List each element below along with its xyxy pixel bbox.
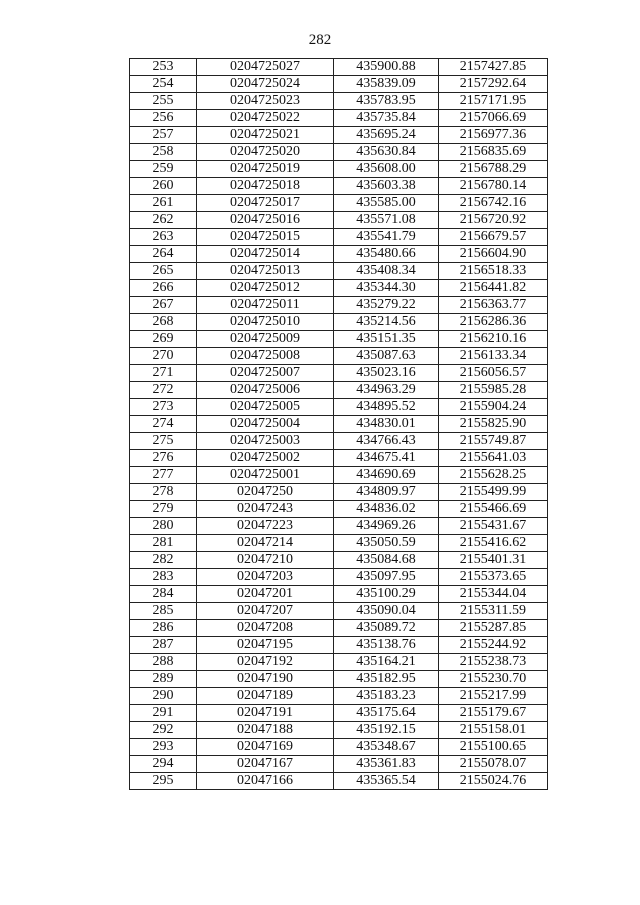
point-id-cell: 02047192 <box>197 654 334 671</box>
y-coordinate-cell: 2155287.85 <box>439 620 548 637</box>
y-coordinate-cell: 2155230.70 <box>439 671 548 688</box>
point-id-cell: 0204725017 <box>197 195 334 212</box>
table-row <box>130 314 548 331</box>
y-coordinate-cell: 2155217.99 <box>439 688 548 705</box>
point-id-cell: 0204725024 <box>197 76 334 93</box>
table-row <box>130 484 548 501</box>
y-coordinate-cell: 2156286.36 <box>439 314 548 331</box>
table-row <box>130 467 548 484</box>
row-number-cell: 281 <box>130 535 197 552</box>
point-id-cell: 0204725020 <box>197 144 334 161</box>
point-id-cell: 02047207 <box>197 603 334 620</box>
table-row <box>130 620 548 637</box>
x-coordinate-cell: 435344.30 <box>334 280 439 297</box>
row-number-cell: 268 <box>130 314 197 331</box>
point-id-cell: 02047203 <box>197 569 334 586</box>
y-coordinate-cell: 2155628.25 <box>439 467 548 484</box>
x-coordinate-cell: 435630.84 <box>334 144 439 161</box>
table-row <box>130 705 548 722</box>
x-coordinate-cell: 435695.24 <box>334 127 439 144</box>
point-id-cell: 0204725014 <box>197 246 334 263</box>
y-coordinate-cell: 2155024.76 <box>439 773 548 790</box>
table-row <box>130 603 548 620</box>
y-coordinate-cell: 2155179.67 <box>439 705 548 722</box>
point-id-cell: 0204725022 <box>197 110 334 127</box>
row-number-cell: 285 <box>130 603 197 620</box>
y-coordinate-cell: 2155238.73 <box>439 654 548 671</box>
table-row <box>130 76 548 93</box>
row-number-cell: 267 <box>130 297 197 314</box>
point-id-cell: 0204725002 <box>197 450 334 467</box>
row-number-cell: 259 <box>130 161 197 178</box>
row-number-cell: 254 <box>130 76 197 93</box>
row-number-cell: 253 <box>130 59 197 76</box>
y-coordinate-cell: 2156720.92 <box>439 212 548 229</box>
y-coordinate-cell: 2155416.62 <box>439 535 548 552</box>
point-id-cell: 0204725003 <box>197 433 334 450</box>
row-number-cell: 261 <box>130 195 197 212</box>
y-coordinate-cell: 2156363.77 <box>439 297 548 314</box>
point-id-cell: 02047223 <box>197 518 334 535</box>
table-row <box>130 365 548 382</box>
x-coordinate-cell: 435097.95 <box>334 569 439 586</box>
x-coordinate-cell: 435900.88 <box>334 59 439 76</box>
y-coordinate-cell: 2155904.24 <box>439 399 548 416</box>
x-coordinate-cell: 435182.95 <box>334 671 439 688</box>
row-number-cell: 271 <box>130 365 197 382</box>
y-coordinate-cell: 2155499.99 <box>439 484 548 501</box>
y-coordinate-cell: 2156604.90 <box>439 246 548 263</box>
row-number-cell: 273 <box>130 399 197 416</box>
y-coordinate-cell: 2155100.65 <box>439 739 548 756</box>
row-number-cell: 290 <box>130 688 197 705</box>
y-coordinate-cell: 2157427.85 <box>439 59 548 76</box>
point-id-cell: 0204725015 <box>197 229 334 246</box>
y-coordinate-cell: 2156788.29 <box>439 161 548 178</box>
row-number-cell: 262 <box>130 212 197 229</box>
point-id-cell: 0204725013 <box>197 263 334 280</box>
x-coordinate-cell: 434809.97 <box>334 484 439 501</box>
point-id-cell: 0204725027 <box>197 59 334 76</box>
x-coordinate-cell: 434963.29 <box>334 382 439 399</box>
x-coordinate-cell: 435279.22 <box>334 297 439 314</box>
table-row <box>130 773 548 790</box>
table-row <box>130 739 548 756</box>
y-coordinate-cell: 2155311.59 <box>439 603 548 620</box>
table-row <box>130 654 548 671</box>
y-coordinate-cell: 2157171.95 <box>439 93 548 110</box>
table-row <box>130 348 548 365</box>
x-coordinate-cell: 435084.68 <box>334 552 439 569</box>
y-coordinate-cell: 2155158.01 <box>439 722 548 739</box>
x-coordinate-cell: 434766.43 <box>334 433 439 450</box>
table-row <box>130 280 548 297</box>
point-id-cell: 0204725021 <box>197 127 334 144</box>
table-row <box>130 518 548 535</box>
page-number: 282 <box>308 32 332 48</box>
y-coordinate-cell: 2156780.14 <box>439 178 548 195</box>
row-number-cell: 263 <box>130 229 197 246</box>
row-number-cell: 283 <box>130 569 197 586</box>
row-number-cell: 275 <box>130 433 197 450</box>
row-number-cell: 284 <box>130 586 197 603</box>
point-id-cell: 02047188 <box>197 722 334 739</box>
y-coordinate-cell: 2155344.04 <box>439 586 548 603</box>
y-coordinate-cell: 2156056.57 <box>439 365 548 382</box>
table-row <box>130 127 548 144</box>
point-id-cell: 0204725007 <box>197 365 334 382</box>
y-coordinate-cell: 2156518.33 <box>439 263 548 280</box>
x-coordinate-cell: 434690.69 <box>334 467 439 484</box>
point-id-cell: 02047195 <box>197 637 334 654</box>
point-id-cell: 0204725018 <box>197 178 334 195</box>
table-row <box>130 144 548 161</box>
table-row <box>130 331 548 348</box>
x-coordinate-cell: 435183.23 <box>334 688 439 705</box>
row-number-cell: 294 <box>130 756 197 773</box>
y-coordinate-cell: 2155749.87 <box>439 433 548 450</box>
row-number-cell: 291 <box>130 705 197 722</box>
x-coordinate-cell: 435365.54 <box>334 773 439 790</box>
point-id-cell: 0204725009 <box>197 331 334 348</box>
row-number-cell: 295 <box>130 773 197 790</box>
point-id-cell: 02047210 <box>197 552 334 569</box>
point-id-cell: 0204725019 <box>197 161 334 178</box>
x-coordinate-cell: 435735.84 <box>334 110 439 127</box>
table-row <box>130 450 548 467</box>
y-coordinate-cell: 2157292.64 <box>439 76 548 93</box>
x-coordinate-cell: 434969.26 <box>334 518 439 535</box>
row-number-cell: 270 <box>130 348 197 365</box>
row-number-cell: 256 <box>130 110 197 127</box>
table-row <box>130 263 548 280</box>
x-coordinate-cell: 434895.52 <box>334 399 439 416</box>
y-coordinate-cell: 2155244.92 <box>439 637 548 654</box>
table-row <box>130 212 548 229</box>
row-number-cell: 269 <box>130 331 197 348</box>
row-number-cell: 260 <box>130 178 197 195</box>
table-row <box>130 535 548 552</box>
row-number-cell: 255 <box>130 93 197 110</box>
point-id-cell: 02047201 <box>197 586 334 603</box>
coordinates-table-body <box>130 59 548 790</box>
y-coordinate-cell: 2156835.69 <box>439 144 548 161</box>
x-coordinate-cell: 435541.79 <box>334 229 439 246</box>
x-coordinate-cell: 435603.38 <box>334 178 439 195</box>
y-coordinate-cell: 2155373.65 <box>439 569 548 586</box>
point-id-cell: 0204725016 <box>197 212 334 229</box>
x-coordinate-cell: 435087.63 <box>334 348 439 365</box>
x-coordinate-cell: 435089.72 <box>334 620 439 637</box>
point-id-cell: 0204725005 <box>197 399 334 416</box>
point-id-cell: 0204725012 <box>197 280 334 297</box>
table-row <box>130 722 548 739</box>
point-id-cell: 02047167 <box>197 756 334 773</box>
row-number-cell: 293 <box>130 739 197 756</box>
point-id-cell: 02047208 <box>197 620 334 637</box>
row-number-cell: 276 <box>130 450 197 467</box>
x-coordinate-cell: 435348.67 <box>334 739 439 756</box>
table-row <box>130 178 548 195</box>
x-coordinate-cell: 434830.01 <box>334 416 439 433</box>
table-row <box>130 416 548 433</box>
row-number-cell: 288 <box>130 654 197 671</box>
coordinates-table <box>129 58 548 790</box>
y-coordinate-cell: 2155078.07 <box>439 756 548 773</box>
table-row <box>130 161 548 178</box>
row-number-cell: 278 <box>130 484 197 501</box>
table-row <box>130 93 548 110</box>
x-coordinate-cell: 435839.09 <box>334 76 439 93</box>
table-row <box>130 110 548 127</box>
row-number-cell: 292 <box>130 722 197 739</box>
table-row <box>130 637 548 654</box>
point-id-cell: 02047191 <box>197 705 334 722</box>
y-coordinate-cell: 2156441.82 <box>439 280 548 297</box>
point-id-cell: 02047190 <box>197 671 334 688</box>
table-row <box>130 246 548 263</box>
y-coordinate-cell: 2156679.57 <box>439 229 548 246</box>
table-row <box>130 399 548 416</box>
x-coordinate-cell: 435214.56 <box>334 314 439 331</box>
y-coordinate-cell: 2155431.67 <box>439 518 548 535</box>
x-coordinate-cell: 435050.59 <box>334 535 439 552</box>
y-coordinate-cell: 2156210.16 <box>439 331 548 348</box>
point-id-cell: 02047243 <box>197 501 334 518</box>
row-number-cell: 266 <box>130 280 197 297</box>
x-coordinate-cell: 435138.76 <box>334 637 439 654</box>
table-row <box>130 569 548 586</box>
x-coordinate-cell: 435023.16 <box>334 365 439 382</box>
x-coordinate-cell: 435192.15 <box>334 722 439 739</box>
point-id-cell: 0204725004 <box>197 416 334 433</box>
table-row <box>130 586 548 603</box>
point-id-cell: 02047214 <box>197 535 334 552</box>
x-coordinate-cell: 434836.02 <box>334 501 439 518</box>
x-coordinate-cell: 435100.29 <box>334 586 439 603</box>
row-number-cell: 258 <box>130 144 197 161</box>
row-number-cell: 264 <box>130 246 197 263</box>
x-coordinate-cell: 435361.83 <box>334 756 439 773</box>
x-coordinate-cell: 435783.95 <box>334 93 439 110</box>
row-number-cell: 282 <box>130 552 197 569</box>
point-id-cell: 02047250 <box>197 484 334 501</box>
point-id-cell: 02047166 <box>197 773 334 790</box>
y-coordinate-cell: 2155401.31 <box>439 552 548 569</box>
x-coordinate-cell: 435175.64 <box>334 705 439 722</box>
y-coordinate-cell: 2155825.90 <box>439 416 548 433</box>
x-coordinate-cell: 435585.00 <box>334 195 439 212</box>
table-row <box>130 688 548 705</box>
row-number-cell: 286 <box>130 620 197 637</box>
y-coordinate-cell: 2157066.69 <box>439 110 548 127</box>
table-row <box>130 501 548 518</box>
point-id-cell: 0204725010 <box>197 314 334 331</box>
x-coordinate-cell: 435571.08 <box>334 212 439 229</box>
table-row <box>130 59 548 76</box>
table-row <box>130 671 548 688</box>
row-number-cell: 287 <box>130 637 197 654</box>
row-number-cell: 280 <box>130 518 197 535</box>
table-row <box>130 756 548 773</box>
table-row <box>130 552 548 569</box>
table-row <box>130 195 548 212</box>
y-coordinate-cell: 2156133.34 <box>439 348 548 365</box>
y-coordinate-cell: 2156742.16 <box>439 195 548 212</box>
row-number-cell: 257 <box>130 127 197 144</box>
row-number-cell: 265 <box>130 263 197 280</box>
x-coordinate-cell: 435480.66 <box>334 246 439 263</box>
point-id-cell: 0204725006 <box>197 382 334 399</box>
point-id-cell: 02047169 <box>197 739 334 756</box>
x-coordinate-cell: 434675.41 <box>334 450 439 467</box>
x-coordinate-cell: 435408.34 <box>334 263 439 280</box>
row-number-cell: 277 <box>130 467 197 484</box>
point-id-cell: 0204725001 <box>197 467 334 484</box>
table-row <box>130 297 548 314</box>
row-number-cell: 272 <box>130 382 197 399</box>
table-row <box>130 433 548 450</box>
y-coordinate-cell: 2156977.36 <box>439 127 548 144</box>
table-row <box>130 229 548 246</box>
y-coordinate-cell: 2155985.28 <box>439 382 548 399</box>
point-id-cell: 0204725023 <box>197 93 334 110</box>
row-number-cell: 279 <box>130 501 197 518</box>
x-coordinate-cell: 435164.21 <box>334 654 439 671</box>
x-coordinate-cell: 435608.00 <box>334 161 439 178</box>
point-id-cell: 0204725008 <box>197 348 334 365</box>
x-coordinate-cell: 435151.35 <box>334 331 439 348</box>
point-id-cell: 0204725011 <box>197 297 334 314</box>
table-row <box>130 382 548 399</box>
x-coordinate-cell: 435090.04 <box>334 603 439 620</box>
row-number-cell: 274 <box>130 416 197 433</box>
row-number-cell: 289 <box>130 671 197 688</box>
point-id-cell: 02047189 <box>197 688 334 705</box>
y-coordinate-cell: 2155641.03 <box>439 450 548 467</box>
y-coordinate-cell: 2155466.69 <box>439 501 548 518</box>
